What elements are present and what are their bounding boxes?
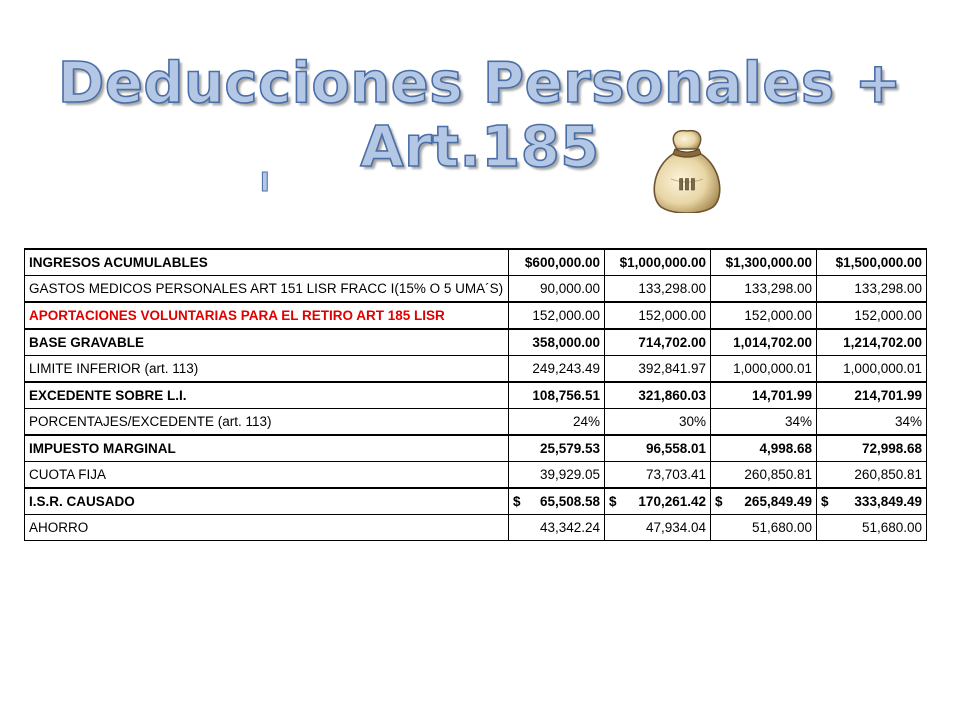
row-label: AHORRO xyxy=(25,515,509,541)
value-cell: 14,701.99 xyxy=(711,382,817,409)
value-cell: 73,703.41 xyxy=(605,462,711,489)
row-label: IMPUESTO MARGINAL xyxy=(25,435,509,462)
table-row xyxy=(25,249,927,276)
value-cell: 152,000.00 xyxy=(509,302,605,329)
table-row xyxy=(25,302,927,329)
value-cell xyxy=(711,488,817,515)
row-label: GASTOS MEDICOS PERSONALES ART 151 LISR FRACC I(15% O 5 UMA´S) xyxy=(25,276,509,303)
value-cell: 133,298.00 xyxy=(605,276,711,303)
table-row xyxy=(25,329,927,356)
cell-value: 170,261.42 xyxy=(638,494,706,509)
tax-deduction-table xyxy=(24,248,927,541)
cell-value: 333,849.49 xyxy=(854,494,922,509)
value-cell: 1,000,000.01 xyxy=(817,356,927,383)
value-cell: $600,000.00 xyxy=(509,249,605,276)
value-cell: 1,000,000.01 xyxy=(711,356,817,383)
table-row xyxy=(25,356,927,383)
value-cell: 34% xyxy=(711,409,817,436)
value-cell: 152,000.00 xyxy=(817,302,927,329)
value-cell: 358,000.00 xyxy=(509,329,605,356)
slide-title-line-2: Art.185 xyxy=(360,115,600,180)
value-cell: 152,000.00 xyxy=(711,302,817,329)
value-cell: 133,298.00 xyxy=(817,276,927,303)
value-cell: $1,000,000.00 xyxy=(605,249,711,276)
value-cell: 392,841.97 xyxy=(605,356,711,383)
table-row xyxy=(25,276,927,303)
value-cell: 249,243.49 xyxy=(509,356,605,383)
currency-symbol: $ xyxy=(821,494,829,509)
value-cell: $1,500,000.00 xyxy=(817,249,927,276)
value-cell: 39,929.05 xyxy=(509,462,605,489)
currency-symbol: $ xyxy=(513,494,521,509)
value-cell: 714,702.00 xyxy=(605,329,711,356)
table-row xyxy=(25,488,927,515)
value-cell: 34% xyxy=(817,409,927,436)
row-label: CUOTA FIJA xyxy=(25,462,509,489)
row-label: BASE GRAVABLE xyxy=(25,329,509,356)
table-row xyxy=(25,435,927,462)
slide-title xyxy=(0,52,960,180)
value-cell: 51,680.00 xyxy=(817,515,927,541)
value-cell: 214,701.99 xyxy=(817,382,927,409)
row-label: APORTACIONES VOLUNTARIAS PARA EL RETIRO ART 185 LISR xyxy=(25,302,509,329)
roman-numeral-one: I xyxy=(260,168,270,198)
value-cell: 108,756.51 xyxy=(509,382,605,409)
value-cell: 260,850.81 xyxy=(711,462,817,489)
money-bag-icon xyxy=(647,127,727,213)
slide-title-line-1: Deducciones Personales + xyxy=(57,51,903,116)
value-cell: 152,000.00 xyxy=(605,302,711,329)
value-cell: 90,000.00 xyxy=(509,276,605,303)
value-cell: 1,014,702.00 xyxy=(711,329,817,356)
row-label: PORCENTAJES/EXCEDENTE (art. 113) xyxy=(25,409,509,436)
table-row xyxy=(25,409,927,436)
value-cell: 24% xyxy=(509,409,605,436)
cell-value: 65,508.58 xyxy=(539,494,600,509)
cell-value: 265,849.49 xyxy=(744,494,812,509)
table-row xyxy=(25,515,927,541)
value-cell: 30% xyxy=(605,409,711,436)
table-row xyxy=(25,382,927,409)
value-cell: 321,860.03 xyxy=(605,382,711,409)
value-cell: 4,998.68 xyxy=(711,435,817,462)
value-cell: 47,934.04 xyxy=(605,515,711,541)
value-cell: 1,214,702.00 xyxy=(817,329,927,356)
currency-symbol: $ xyxy=(715,494,723,509)
value-cell: 25,579.53 xyxy=(509,435,605,462)
table-row xyxy=(25,462,927,489)
row-label: INGRESOS ACUMULABLES xyxy=(25,249,509,276)
value-cell: 51,680.00 xyxy=(711,515,817,541)
value-cell xyxy=(509,488,605,515)
value-cell: 260,850.81 xyxy=(817,462,927,489)
currency-symbol: $ xyxy=(609,494,617,509)
value-cell xyxy=(605,488,711,515)
value-cell: 133,298.00 xyxy=(711,276,817,303)
value-cell: 72,998.68 xyxy=(817,435,927,462)
value-cell: 43,342.24 xyxy=(509,515,605,541)
money-bag-label: III xyxy=(678,175,696,194)
value-cell xyxy=(817,488,927,515)
row-label: I.S.R. CAUSADO xyxy=(25,488,509,515)
value-cell: $1,300,000.00 xyxy=(711,249,817,276)
row-label: LIMITE INFERIOR (art. 113) xyxy=(25,356,509,383)
row-label: EXCEDENTE SOBRE L.I. xyxy=(25,382,509,409)
value-cell: 96,558.01 xyxy=(605,435,711,462)
